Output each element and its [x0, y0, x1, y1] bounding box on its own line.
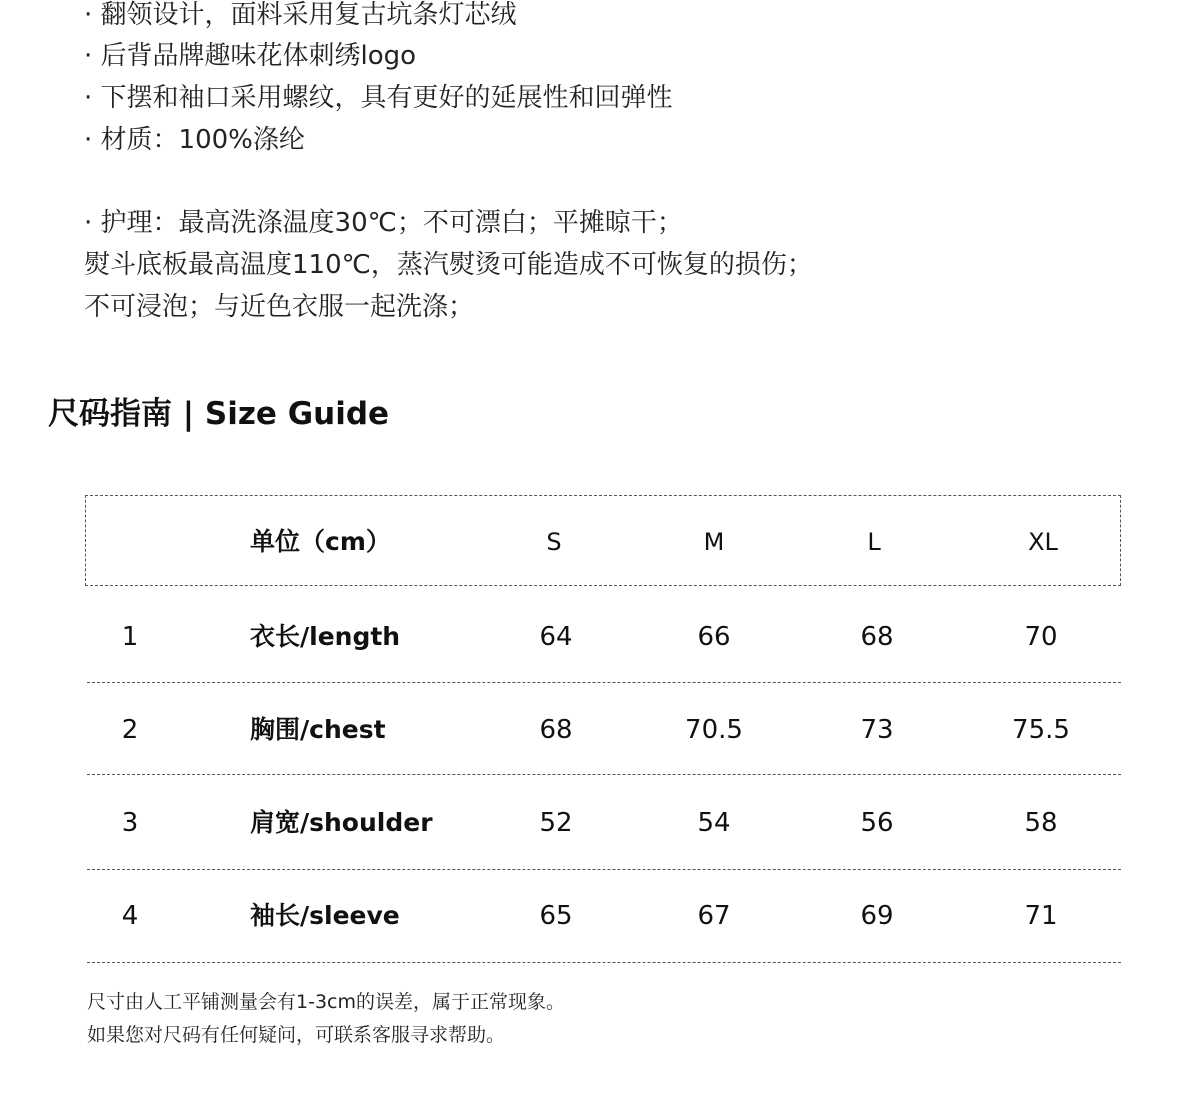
table-cell: 70: [1024, 622, 1058, 652]
care-wash: · 护理：最高洗涤温度30℃；不可漂白；平摊晾干；: [84, 208, 683, 238]
table-cell: 75.5: [1012, 715, 1070, 745]
row-divider: [87, 682, 1121, 683]
header-size-xl: XL: [1028, 528, 1058, 556]
row-index: 3: [121, 808, 139, 838]
feature-embroidery: · 后背品牌趣味花体刺绣logo: [84, 41, 417, 71]
table-header-box: [85, 495, 1121, 586]
table-cell: 64: [539, 622, 573, 652]
row-index: 4: [121, 901, 139, 931]
row-index: 1: [121, 622, 139, 652]
row-label-sleeve: 袖长/sleeve: [250, 901, 400, 930]
table-cell: 71: [1024, 901, 1058, 931]
feature-material: · 材质：100%涤纶: [84, 125, 305, 155]
table-cell: 56: [860, 808, 894, 838]
table-cell: 54: [697, 808, 731, 838]
feature-collar: · 翻领设计，面料采用复古坑条灯芯绒: [84, 0, 517, 30]
header-size-l: L: [867, 528, 881, 556]
row-label-shoulder: 肩宽/shoulder: [250, 808, 433, 837]
table-cell: 69: [860, 901, 894, 931]
row-label-length: 衣长/length: [250, 622, 401, 651]
table-cell: 68: [539, 715, 573, 745]
table-cell: 68: [860, 622, 894, 652]
table-cell: 52: [539, 808, 573, 838]
row-label-chest: 胸围/chest: [250, 715, 386, 744]
contact-note: 如果您对尺码有任何疑问，可联系客服寻求帮助。: [87, 1024, 506, 1046]
table-cell: 67: [697, 901, 731, 931]
row-divider: [87, 774, 1121, 775]
table-cell: 65: [539, 901, 573, 931]
feature-ribbing: · 下摆和袖口采用螺纹，具有更好的延展性和回弹性: [84, 83, 673, 113]
row-index: 2: [121, 715, 139, 745]
table-cell: 70.5: [685, 715, 743, 745]
table-cell: 66: [697, 622, 731, 652]
size-guide-title: 尺码指南 | Size Guide: [48, 396, 390, 432]
care-iron: 熨斗底板最高温度110℃，蒸汽熨烫可能造成不可恢复的损伤；: [84, 250, 813, 280]
row-divider: [87, 869, 1121, 870]
care-soak: 不可浸泡；与近色衣服一起洗涤；: [84, 292, 475, 322]
header-unit: 单位（cm）: [250, 527, 391, 556]
measurement-note: 尺寸由人工平铺测量会有1-3cm的误差，属于正常现象。: [87, 991, 565, 1013]
table-cell: 58: [1024, 808, 1058, 838]
table-cell: 73: [860, 715, 894, 745]
row-divider: [87, 962, 1121, 963]
header-size-m: M: [703, 528, 725, 556]
header-size-s: S: [546, 528, 562, 556]
